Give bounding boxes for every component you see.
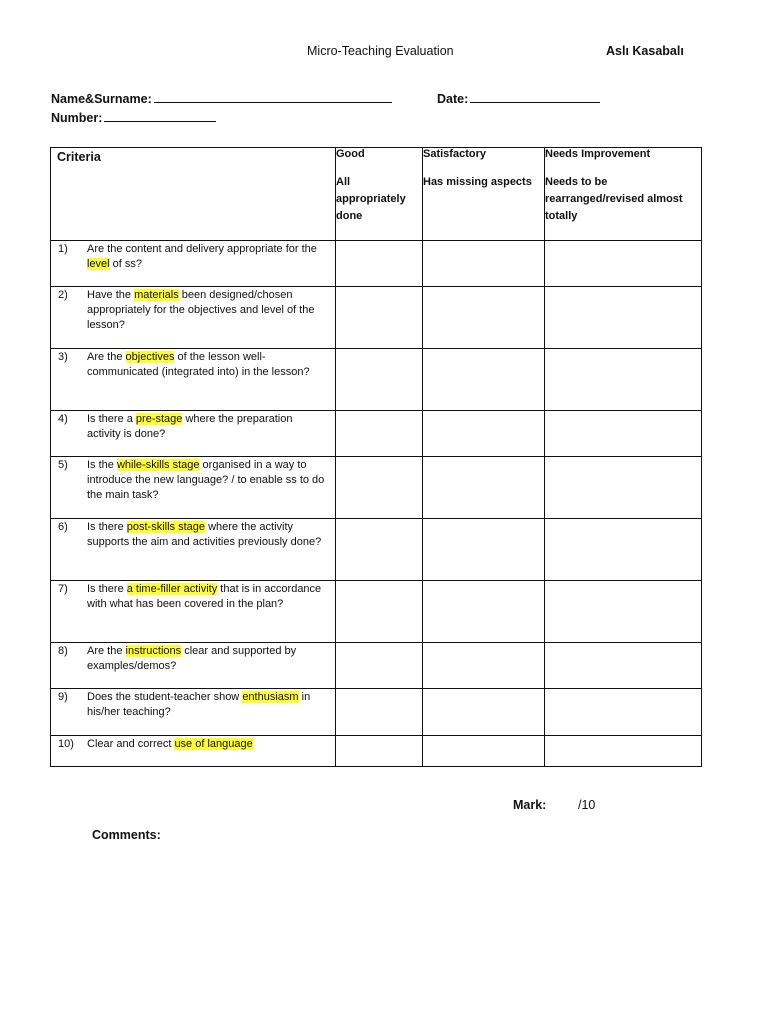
criteria-number: 4): [58, 413, 68, 425]
comments-label: Comments:: [92, 828, 161, 842]
criteria-keyword-highlight: objectives: [125, 351, 175, 363]
mark-label: Mark:: [513, 798, 547, 812]
evaluation-table: [50, 147, 702, 767]
criteria-text-before: Is there: [87, 521, 127, 533]
rating-cell-needs-improvement[interactable]: [545, 519, 702, 581]
date-label: Date:: [437, 92, 469, 106]
criteria-number: 3): [58, 351, 68, 363]
rating-cell-satisfactory[interactable]: [423, 581, 545, 643]
rating-cell-good[interactable]: [336, 411, 423, 457]
rating-cell-good[interactable]: [336, 241, 423, 287]
criteria-text-before: Is the: [87, 459, 117, 471]
criteria-text-after: of the lesson well-communicated (integrated into) in the lesson?: [87, 351, 310, 378]
criteria-number: 5): [58, 459, 68, 471]
criteria-item: [51, 411, 335, 442]
criteria-item: [51, 689, 335, 720]
criteria-text-after: of ss?: [109, 258, 143, 270]
header-needs-improvement-desc: Needs to be rearranged/revised almost totally: [545, 176, 683, 222]
table-row: [51, 287, 702, 349]
criteria-item: [51, 519, 335, 550]
criteria-text-after: that is in accordance with what has been covered in the plan?: [87, 583, 322, 610]
criteria-cell: [51, 241, 336, 287]
rating-cell-needs-improvement[interactable]: [545, 689, 702, 736]
rating-cell-good[interactable]: [336, 643, 423, 689]
criteria-keyword-highlight: enthusiasm: [242, 691, 299, 703]
rating-cell-needs-improvement[interactable]: [545, 411, 702, 457]
criteria-text: [51, 644, 335, 674]
criteria-text-before: Are the content and delivery appropriate for the: [87, 243, 317, 255]
rating-cell-needs-improvement[interactable]: [545, 287, 702, 349]
criteria-item: [51, 287, 335, 333]
criteria-number: 2): [58, 289, 68, 301]
name-surname-field: [51, 92, 392, 106]
criteria-cell: [51, 519, 336, 581]
rating-cell-good[interactable]: [336, 519, 423, 581]
criteria-text: [51, 288, 335, 333]
criteria-number: 10): [58, 738, 74, 750]
rating-cell-needs-improvement[interactable]: [545, 736, 702, 767]
criteria-item: [51, 643, 335, 674]
rating-cell-needs-improvement[interactable]: [545, 241, 702, 287]
header-needs-improvement-title: Needs Improvement: [545, 148, 651, 160]
rating-cell-good[interactable]: [336, 349, 423, 411]
rating-cell-needs-improvement[interactable]: [545, 643, 702, 689]
criteria-number: 1): [58, 243, 68, 255]
criteria-cell: [51, 643, 336, 689]
criteria-text-before: Is there: [87, 583, 127, 595]
criteria-item: [51, 241, 335, 272]
criteria-cell: [51, 689, 336, 736]
criteria-keyword-highlight: post-skills stage: [126, 521, 206, 533]
criteria-cell: [51, 411, 336, 457]
header-satisfactory-title: Satisfactory: [423, 148, 486, 160]
rating-cell-satisfactory[interactable]: [423, 643, 545, 689]
table-row: [51, 689, 702, 736]
criteria-text-after: in his/her teaching?: [87, 691, 311, 718]
criteria-keyword-highlight: pre-stage: [135, 413, 183, 425]
criteria-keyword-highlight: materials: [134, 289, 179, 301]
criteria-text-after: where the preparation activity is done?: [87, 413, 293, 440]
number-label: Number:: [51, 111, 103, 125]
criteria-text: [51, 458, 335, 503]
mark-value: /10: [578, 798, 596, 812]
rating-cell-satisfactory[interactable]: [423, 689, 545, 736]
criteria-text: [51, 350, 335, 380]
criteria-cell: [51, 736, 336, 767]
rating-cell-satisfactory[interactable]: [423, 241, 545, 287]
date-field: [437, 92, 600, 106]
table-header-row: [51, 148, 702, 241]
criteria-keyword-highlight: while-skills stage: [116, 459, 200, 471]
criteria-number: 7): [58, 583, 68, 595]
rating-cell-needs-improvement[interactable]: [545, 349, 702, 411]
table-row: [51, 643, 702, 689]
rating-cell-good[interactable]: [336, 457, 423, 519]
rating-cell-satisfactory[interactable]: [423, 519, 545, 581]
criteria-item: [51, 736, 335, 752]
criteria-number: 9): [58, 691, 68, 703]
date-blank[interactable]: [470, 92, 600, 103]
criteria-text-before: Are the: [87, 351, 126, 363]
header-good: [336, 148, 423, 241]
number-blank[interactable]: [104, 111, 216, 122]
criteria-number: 6): [58, 521, 68, 533]
rating-cell-satisfactory[interactable]: [423, 736, 545, 767]
criteria-text-before: Does the student-teacher show: [87, 691, 243, 703]
rating-cell-good[interactable]: [336, 287, 423, 349]
header-satisfactory: [423, 148, 545, 241]
criteria-item: [51, 581, 335, 612]
criteria-text-after: been designed/chosen appropriately for the objectives and level of the lesson?: [87, 289, 315, 331]
criteria-text: [51, 690, 335, 720]
criteria-keyword-highlight: instructions: [125, 645, 182, 657]
name-surname-blank[interactable]: [154, 92, 392, 103]
document-title: Micro-Teaching Evaluation: [307, 44, 454, 58]
rating-cell-good[interactable]: [336, 581, 423, 643]
criteria-cell: [51, 287, 336, 349]
table-row: [51, 241, 702, 287]
criteria-text: [51, 242, 335, 272]
criteria-cell: [51, 457, 336, 519]
criteria-text: [51, 520, 335, 550]
table-row: [51, 736, 702, 767]
criteria-text: [51, 412, 335, 442]
criteria-number: 8): [58, 645, 68, 657]
rating-cell-needs-improvement[interactable]: [545, 581, 702, 643]
table-row: [51, 411, 702, 457]
criteria-text-before: Is there a: [87, 413, 136, 425]
criteria-text-after: where the activity supports the aim and activities previously done?: [87, 521, 322, 548]
criteria-item: [51, 349, 335, 380]
table-row: [51, 519, 702, 581]
rating-cell-good[interactable]: [336, 689, 423, 736]
criteria-text: [51, 737, 335, 752]
criteria-keyword-highlight: a time-filler activity: [126, 583, 218, 595]
criteria-keyword-highlight: use of language: [174, 738, 253, 750]
rating-cell-satisfactory[interactable]: [423, 287, 545, 349]
header-satisfactory-desc: Has missing aspects: [423, 176, 532, 188]
criteria-keyword-highlight: level: [87, 258, 110, 270]
rating-cell-satisfactory[interactable]: [423, 457, 545, 519]
name-surname-label: Name&Surname:: [51, 92, 152, 106]
criteria-cell: [51, 349, 336, 411]
criteria-text-after: clear and supported by examples/demos?: [87, 645, 297, 672]
table-row: [51, 349, 702, 411]
header-needs-improvement: [545, 148, 702, 241]
number-field: [51, 111, 216, 125]
header-good-desc: All appropriately done: [336, 176, 406, 222]
criteria-text: [51, 582, 335, 612]
rating-cell-good[interactable]: [336, 736, 423, 767]
criteria-header-cell: [51, 148, 336, 241]
criteria-text-after: organised in a way to introduce the new language? / to enable ss to do the main task?: [87, 459, 325, 501]
rating-cell-satisfactory[interactable]: [423, 349, 545, 411]
author-name: Aslı Kasabalı: [606, 44, 684, 58]
criteria-text-before: Clear and correct: [87, 738, 175, 750]
criteria-header: Criteria: [57, 150, 101, 164]
criteria-text-before: Are the: [87, 645, 126, 657]
table-row: [51, 581, 702, 643]
criteria-cell: [51, 581, 336, 643]
table-row: [51, 457, 702, 519]
criteria-text-before: Have the: [87, 289, 135, 301]
rating-cell-satisfactory[interactable]: [423, 411, 545, 457]
criteria-item: [51, 457, 335, 503]
header-good-title: Good: [336, 148, 365, 160]
rating-cell-needs-improvement[interactable]: [545, 457, 702, 519]
